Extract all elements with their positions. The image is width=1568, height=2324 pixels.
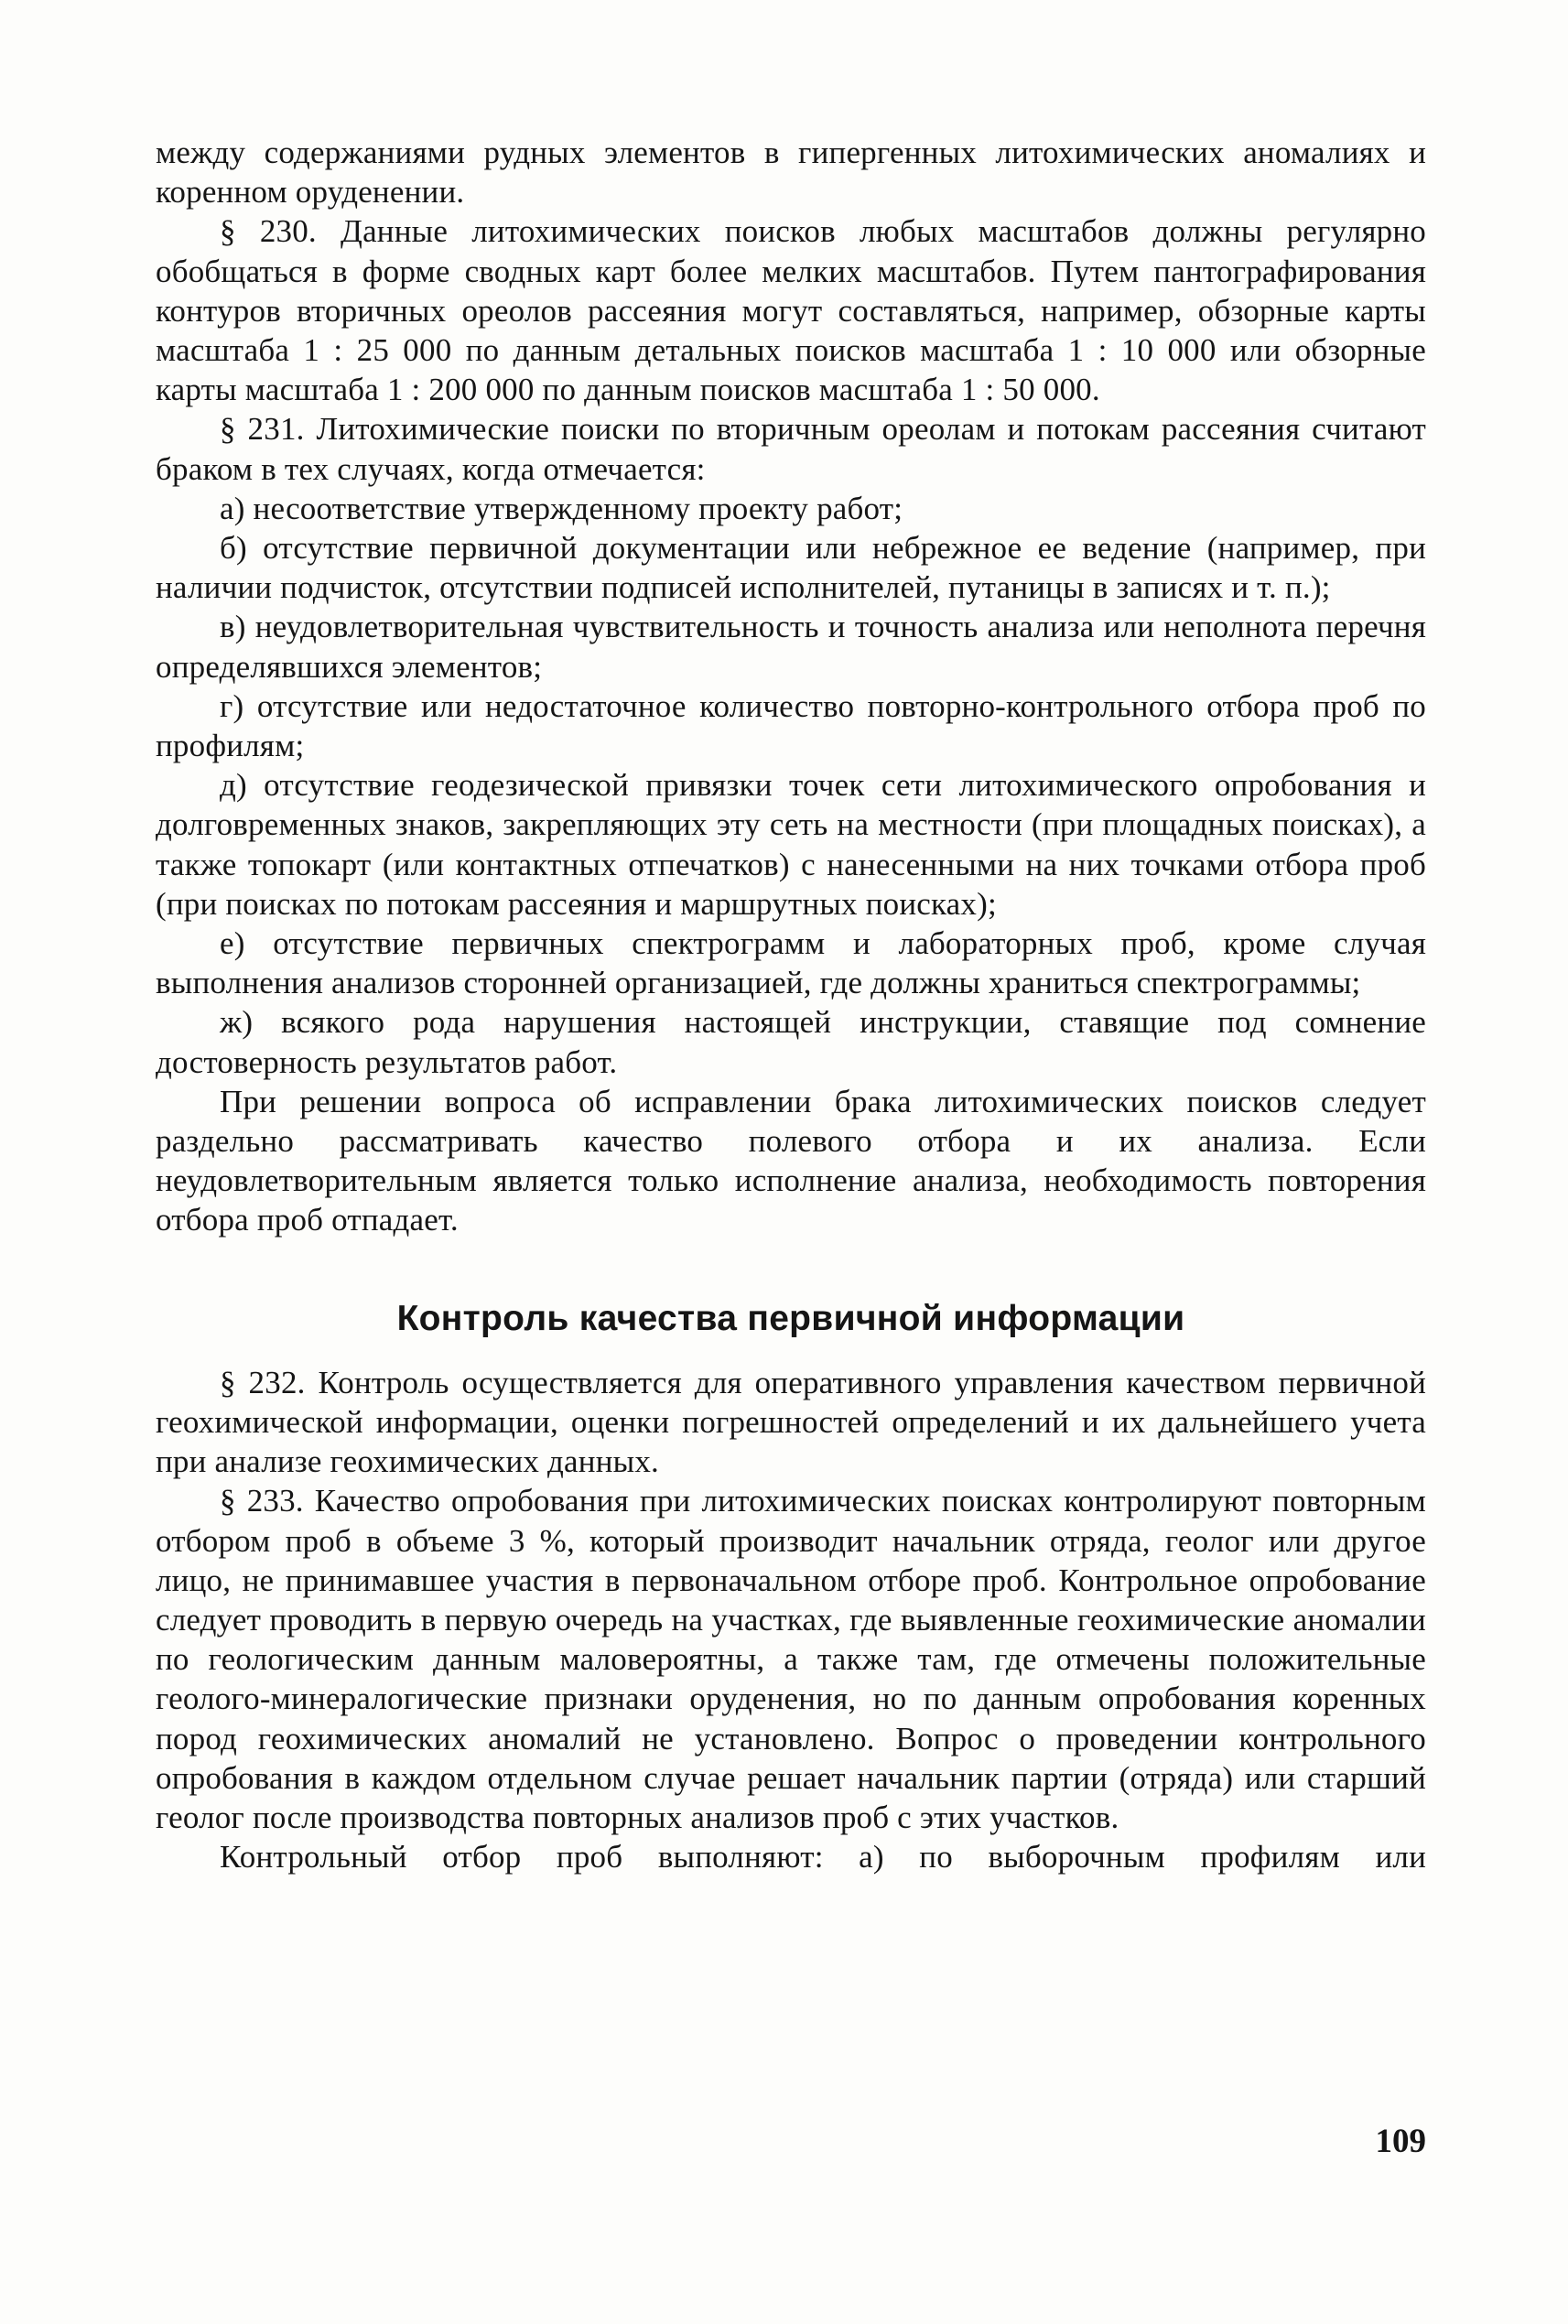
list-item-a: а) несоответствие утвержденному проекту работ; xyxy=(220,490,903,526)
list-item-b: б) отсутствие первичной документации или небрежное ее ведение (например, при наличии подчисток, отсутствии подписей исполнителей, путаницы в записях и т. п.); xyxy=(156,530,1426,606)
page-body xyxy=(156,133,1426,1876)
page-number: 109 xyxy=(1375,2123,1426,2160)
paragraph-defect-correction: При решении вопроса об исправлении брака литохимических поисков следует раздельно рассматривать качество полевого отбора и их анализа. Если неудовлетворительным является только исполнение анализа, необходимость повторения отбора проб отпадает. xyxy=(156,1083,1426,1238)
paragraph-230: § 230. Данные литохимических поисков любых масштабов должны регулярно обобщаться в форме сводных карт более мелких масштабов. Путем пантографирования контуров вторичных ореолов рассеяния могут составляться, например, обзорные карты масштаба 1 : 25 000 по данным детальных поисков масштаба 1 : 10 000 или обзорные карты масштаба 1 : 200 000 по данным поисков масштаба 1 : 50 000. xyxy=(156,213,1426,408)
section-heading: Контроль качества первичной информации xyxy=(396,1298,1185,1338)
list-item-zh: ж) всякого рода нарушения настоящей инструкции, ставящие под сомнение достоверность результатов работ. xyxy=(156,1004,1426,1080)
paragraph-232: § 232. Контроль осуществляется для оперативного управления качеством первичной геохимической информации, оценки погрешностей определений и их дальнейшего учета при анализе геохимических данных. xyxy=(156,1364,1426,1480)
list-item-v: в) неудовлетворительная чувствительность и точность анализа или неполнота перечня определявшихся элементов; xyxy=(156,609,1426,685)
paragraph-continuation: между содержаниями рудных элементов в гипергенных литохимических аномалиях и коренном оруденении. xyxy=(156,135,1426,211)
list-item-d: д) отсутствие геодезической привязки точек сети литохимического опробования и долговременных знаков, закрепляющих эту сеть на местности (при площадных поисках), а также топокарт (или контактных отпечатков) с нанесенными на них точками отбора проб (при поисках по потокам рассеяния и маршрутных поисках); xyxy=(156,767,1426,922)
paragraph-control-sampling: Контрольный отбор проб выполняют: а) по выборочным профилям или xyxy=(220,1839,1426,1875)
list-item-e: е) отсутствие первичных спектрограмм и лабораторных проб, кроме случая выполнения анализов сторонней организацией, где должны храниться спектрограммы; xyxy=(156,925,1426,1001)
list-item-g: г) отсутствие или недостаточное количество повторно-контрольного отбора проб по профилям; xyxy=(156,687,1426,764)
paragraph-231: § 231. Литохимические поиски по вторичным ореолам и потокам рассеяния считают браком в тех случаях, когда отмечается: xyxy=(156,411,1426,487)
paragraph-233: § 233. Качество опробования при литохимических поисках контролируют повторным отбором проб в объеме 3 %, который производит начальник отряда, геолог или другое лицо, не принимавшее участия в первоначальном отборе проб. Контрольное опробование следует проводить в первую очередь на участках, где выявленные геохимические аномалии по геологическим данным маловероятны, а также там, где отмечены положительные геолого-минералогические признаки оруденения, но по данным опробования коренных пород геохимических аномалий не установлено. Вопрос о проведении контрольного опробования в каждом отдельном случае решает начальник партии (отряда) или старший геолог после производства повторных анализов проб с этих участков. xyxy=(156,1483,1426,1835)
